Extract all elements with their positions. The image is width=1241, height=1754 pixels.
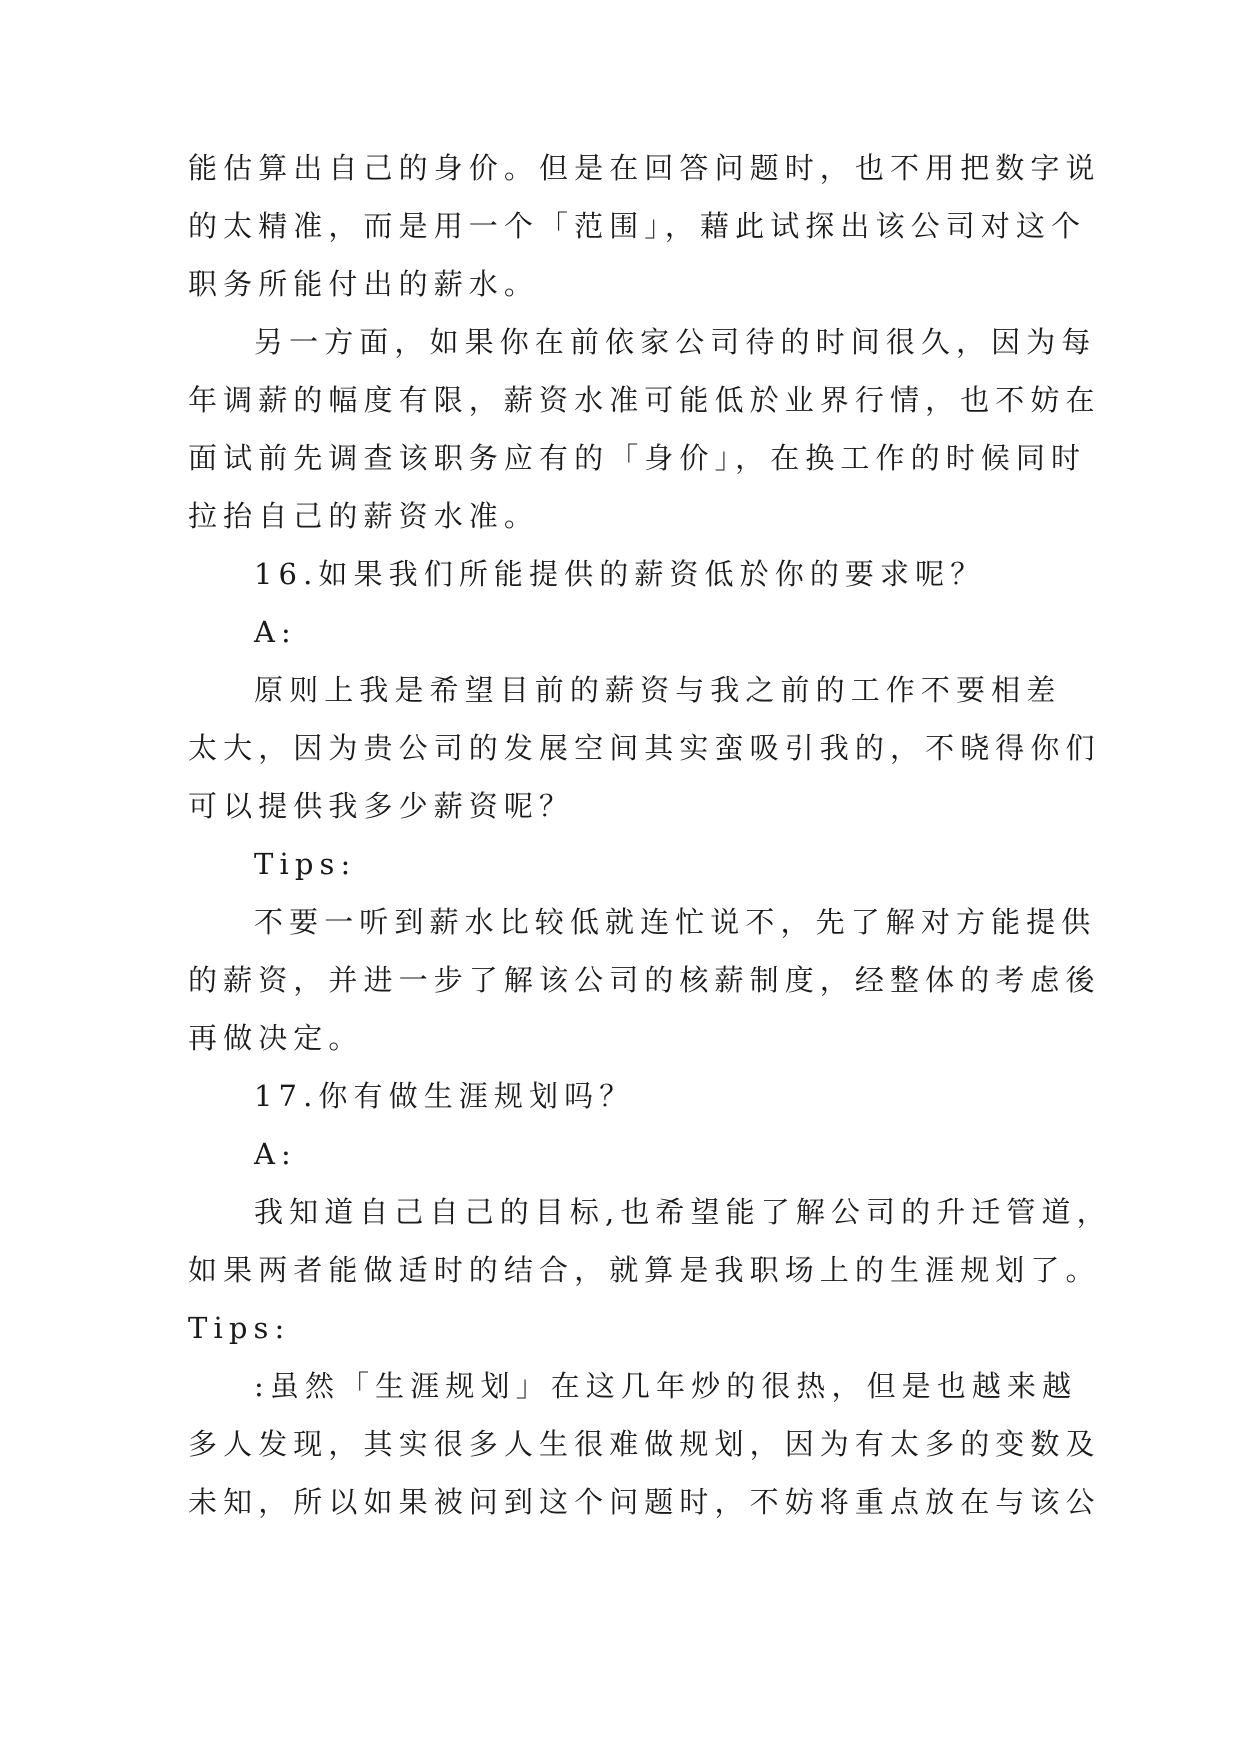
paragraph-line: 的太精准，而是用一个「范围」，藉此试探出该公司对这个 (188, 209, 1087, 243)
paragraph-line: 职务所能付出的薪水。 (188, 267, 540, 301)
paragraph-line: 面试前先调查该职务应有的「身价」，在换工作的时候同时 (188, 441, 1087, 475)
paragraph-line: 不要一听到薪水比较低就连忙说不，先了解对方能提供 (254, 905, 1097, 939)
question-heading: 17.你有做生涯规划吗？ (254, 1079, 635, 1113)
paragraph-line: 原则上我是希望目前的薪资与我之前的工作不要相差 (254, 673, 1062, 707)
paragraph-line: 另一方面，如果你在前依家公司待的时间很久，因为每 (254, 325, 1097, 359)
question-heading: 16.如果我们所能提供的薪资低於你的要求呢？ (254, 557, 986, 591)
paragraph-line: 多人发现，其实很多人生很难做规划，因为有太多的变数及 (188, 1427, 1101, 1461)
paragraph-line: 能估算出自己的身价。但是在回答问题时，也不用把数字说 (188, 151, 1101, 185)
answer-label: A: (254, 615, 297, 649)
answer-label: A: (254, 1137, 297, 1171)
paragraph-line: :虽然「生涯规划」在这几年炒的很热，但是也越来越 (254, 1369, 1078, 1403)
paragraph-line: 的薪资，并进一步了解该公司的核薪制度，经整体的考虑後 (188, 963, 1101, 997)
paragraph-line: 再做决定。 (188, 1021, 364, 1055)
tips-label: Tips: (254, 847, 357, 881)
tips-label: Tips: (188, 1311, 291, 1345)
paragraph-line: 拉抬自己的薪资水准。 (188, 499, 540, 533)
paragraph-line: 可以提供我多少薪资呢？ (188, 789, 575, 823)
paragraph-line: 如果两者能做适时的结合，就算是我职场上的生涯规划了。 (188, 1253, 1101, 1287)
paragraph-line: 年调薪的幅度有限，薪资水准可能低於业界行情，也不妨在 (188, 383, 1101, 417)
paragraph-line: 我知道自己自己的目标,也希望能了解公司的升迁管道， (254, 1195, 1112, 1229)
paragraph-line: 太大，因为贵公司的发展空间其实蛮吸引我的，不晓得你们 (188, 731, 1101, 765)
paragraph-line: 未知，所以如果被问到这个问题时，不妨将重点放在与该公 (188, 1485, 1101, 1519)
